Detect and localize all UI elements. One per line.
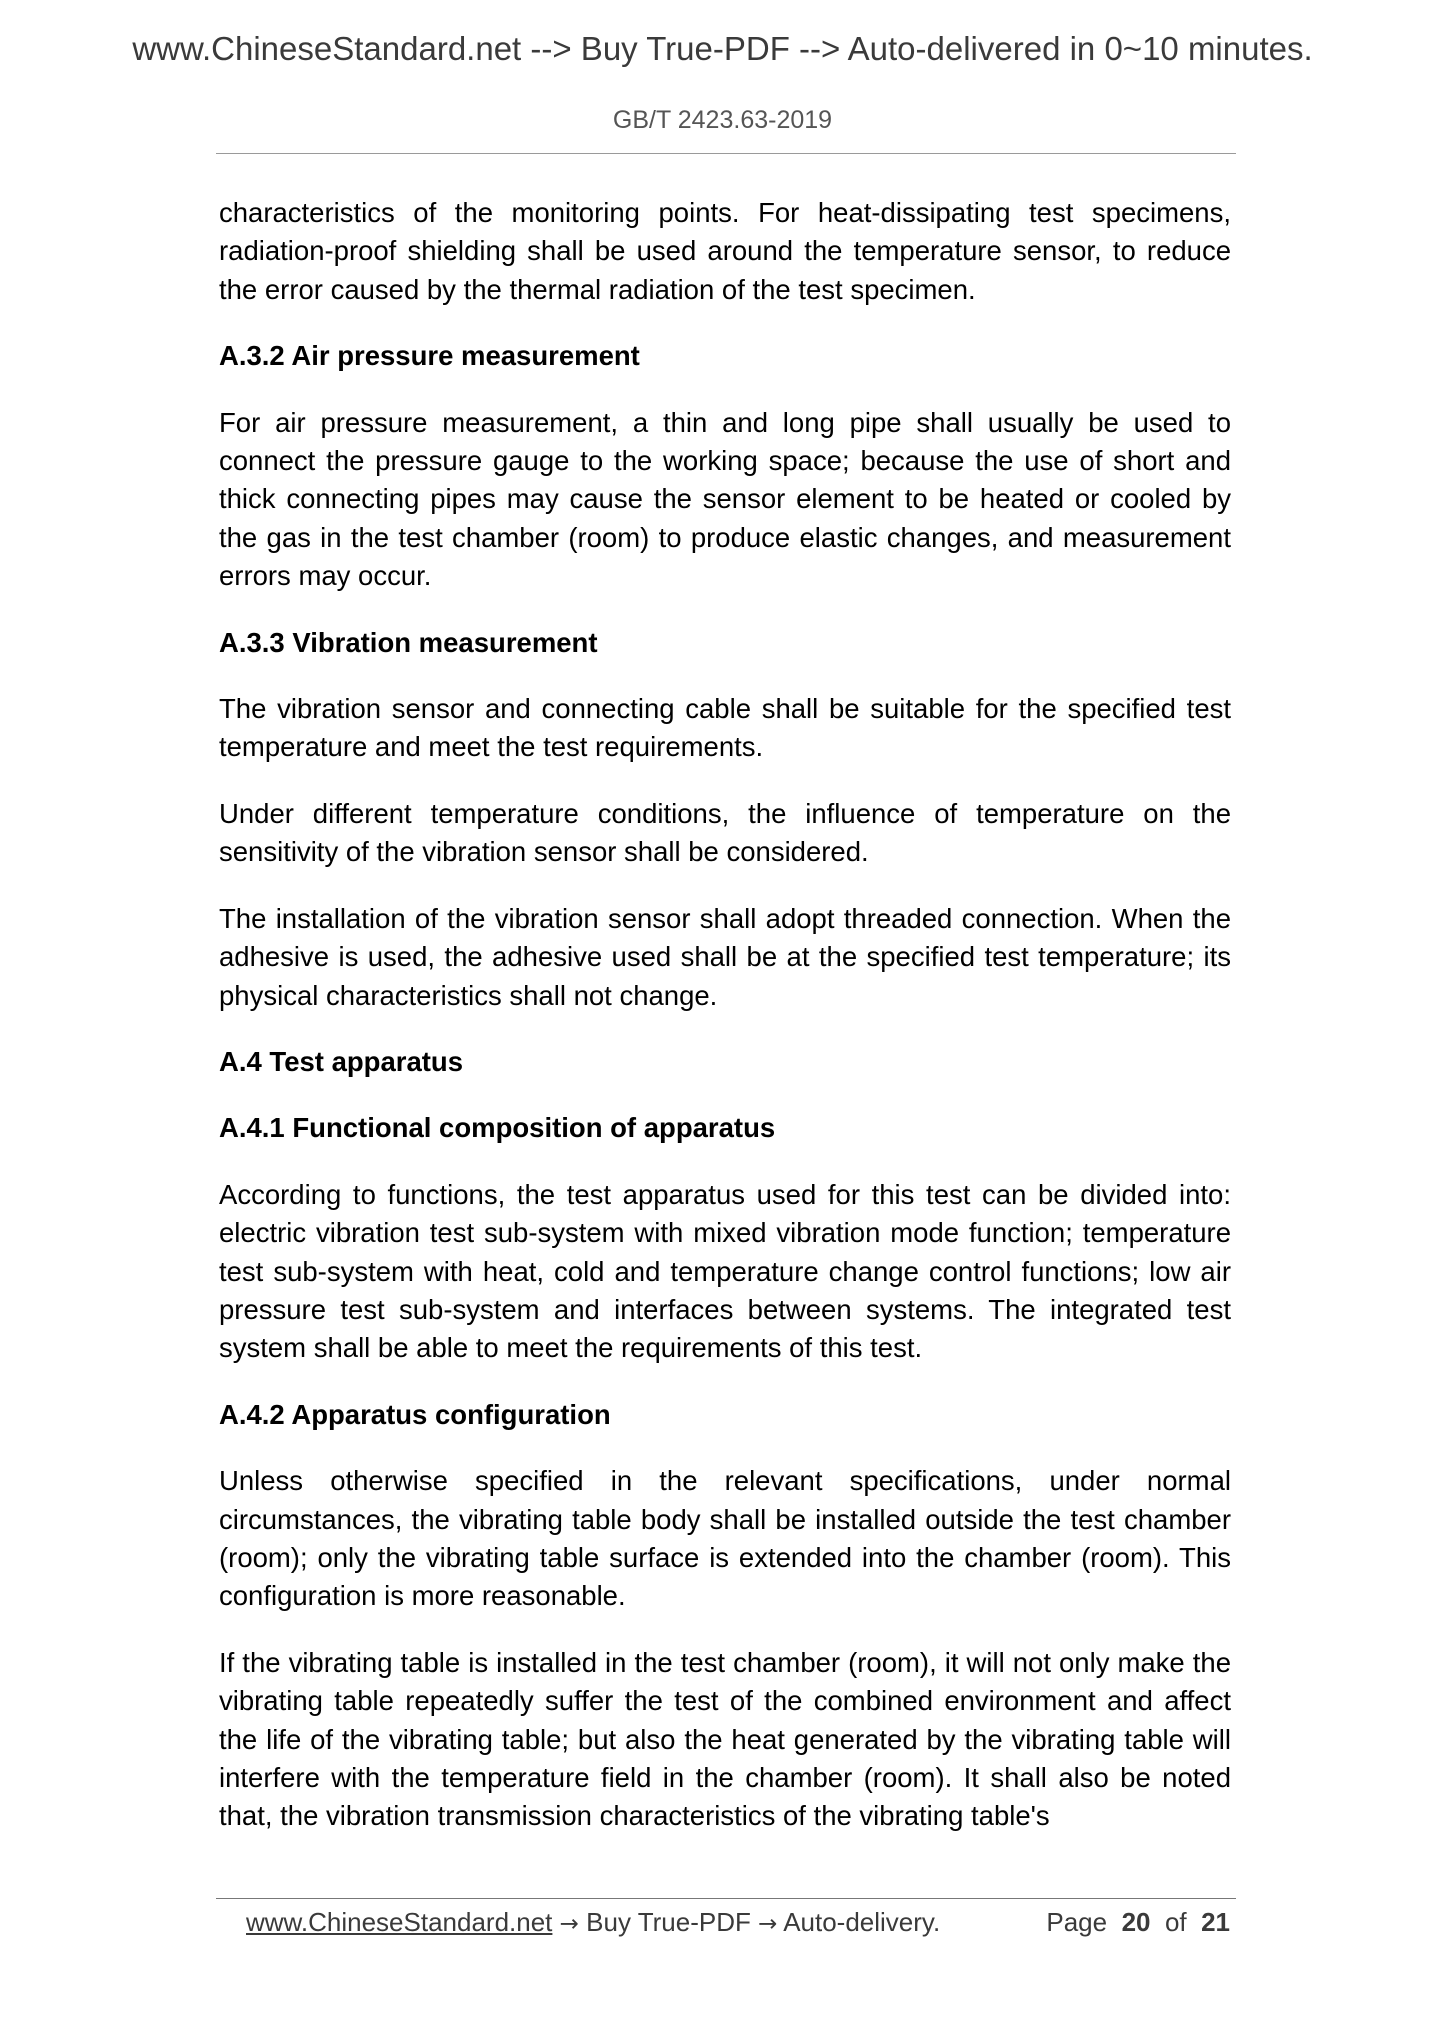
heading-a33: A.3.3 Vibration measurement: [219, 626, 598, 658]
page-footer: [246, 1907, 1230, 1943]
arrow-right-icon: →: [758, 1911, 778, 1937]
page-word: Page: [1046, 1907, 1108, 1937]
page-body: [219, 194, 1231, 1864]
page-indicator: [1046, 1907, 1230, 1938]
arrow-right-icon: →: [559, 1911, 579, 1937]
paragraph-continued: characteristics of the monitoring points. For heat-dissipating test specimens, radiation-proof shielding shall be used around the temperature sensor, to reduce the error caused by the thermal radiation of the test specimen.: [219, 197, 1231, 305]
header-divider: [216, 153, 1236, 154]
document-id: GB/T 2423.63-2019: [612, 106, 833, 134]
paragraph-vibrating-table-inside: If the vibrating table is installed in the test chamber (room), it will not only make the vibrating table repeatedly suffer the test of the combined environment and affect the life of the vibrating table; but also the heat generated by the vibrating table will interfere with the temperature field in the chamber (room). It shall also be noted that, the vibration transmission characteristics of the vibrating table's: [219, 1646, 1231, 1832]
footer-site-link[interactable]: www.ChineseStandard.net: [246, 1907, 553, 1937]
paragraph-apparatus-config: Unless otherwise specified in the relevant specifications, under normal circumstances, the vibrating table body shall be installed outside the test chamber (room); only the vibrating table surface is extended into the chamber (room). This configuration is more reasonable.: [219, 1465, 1231, 1612]
page-current: 20: [1121, 1907, 1151, 1937]
site-banner: www.ChineseStandard.net --> Buy True-PDF --> Auto-delivered in 0~10 minutes.: [132, 30, 1313, 67]
paragraph-air-pressure: For air pressure measurement, a thin and long pipe shall usually be used to connect the pressure gauge to the working space; because the use of short and thick connecting pipes may cause the sensor element to be heated or cooled by the gas in the test chamber (room) to produce elastic changes, and measurement errors may occur.: [219, 406, 1231, 592]
paragraph-vibration-sensor-cable: The vibration sensor and connecting cable shall be suitable for the specified test temperature and meet the test requirements.: [219, 693, 1231, 763]
paragraph-vibration-sensitivity: Under different temperature conditions, the influence of temperature on the sensitivity of the vibration sensor shall be considered.: [219, 797, 1231, 868]
heading-a4: A.4 Test apparatus: [219, 1045, 464, 1077]
heading-a32: A.3.2 Air pressure measurement: [219, 340, 640, 372]
heading-a41: A.4.1 Functional composition of apparatus: [219, 1112, 776, 1144]
page-total: 21: [1201, 1907, 1230, 1937]
of-word: of: [1164, 1907, 1187, 1937]
footer-promo: [246, 1907, 940, 1938]
heading-a42: A.4.2 Apparatus configuration: [219, 1398, 611, 1430]
paragraph-functional-composition: According to functions, the test apparatus used for this test can be divided into: electric vibration test sub-system with mixed vibration mode function; temperature test sub-system with heat, cold and temperature change control functions; low air pressure test sub-system and interfaces between systems. The integrated test system shall be able to meet the requirements of this test.: [219, 1178, 1231, 1364]
footer-divider: [216, 1898, 1236, 1899]
footer-buy-text: Buy True-PDF: [586, 1907, 751, 1937]
footer-delivery-text: Auto-delivery.: [783, 1907, 941, 1937]
paragraph-vibration-installation: The installation of the vibration sensor shall adopt threaded connection. When the adhesive is used, the adhesive used shall be at the specified test temperature; its physical characteristics shall not change.: [219, 902, 1231, 1011]
